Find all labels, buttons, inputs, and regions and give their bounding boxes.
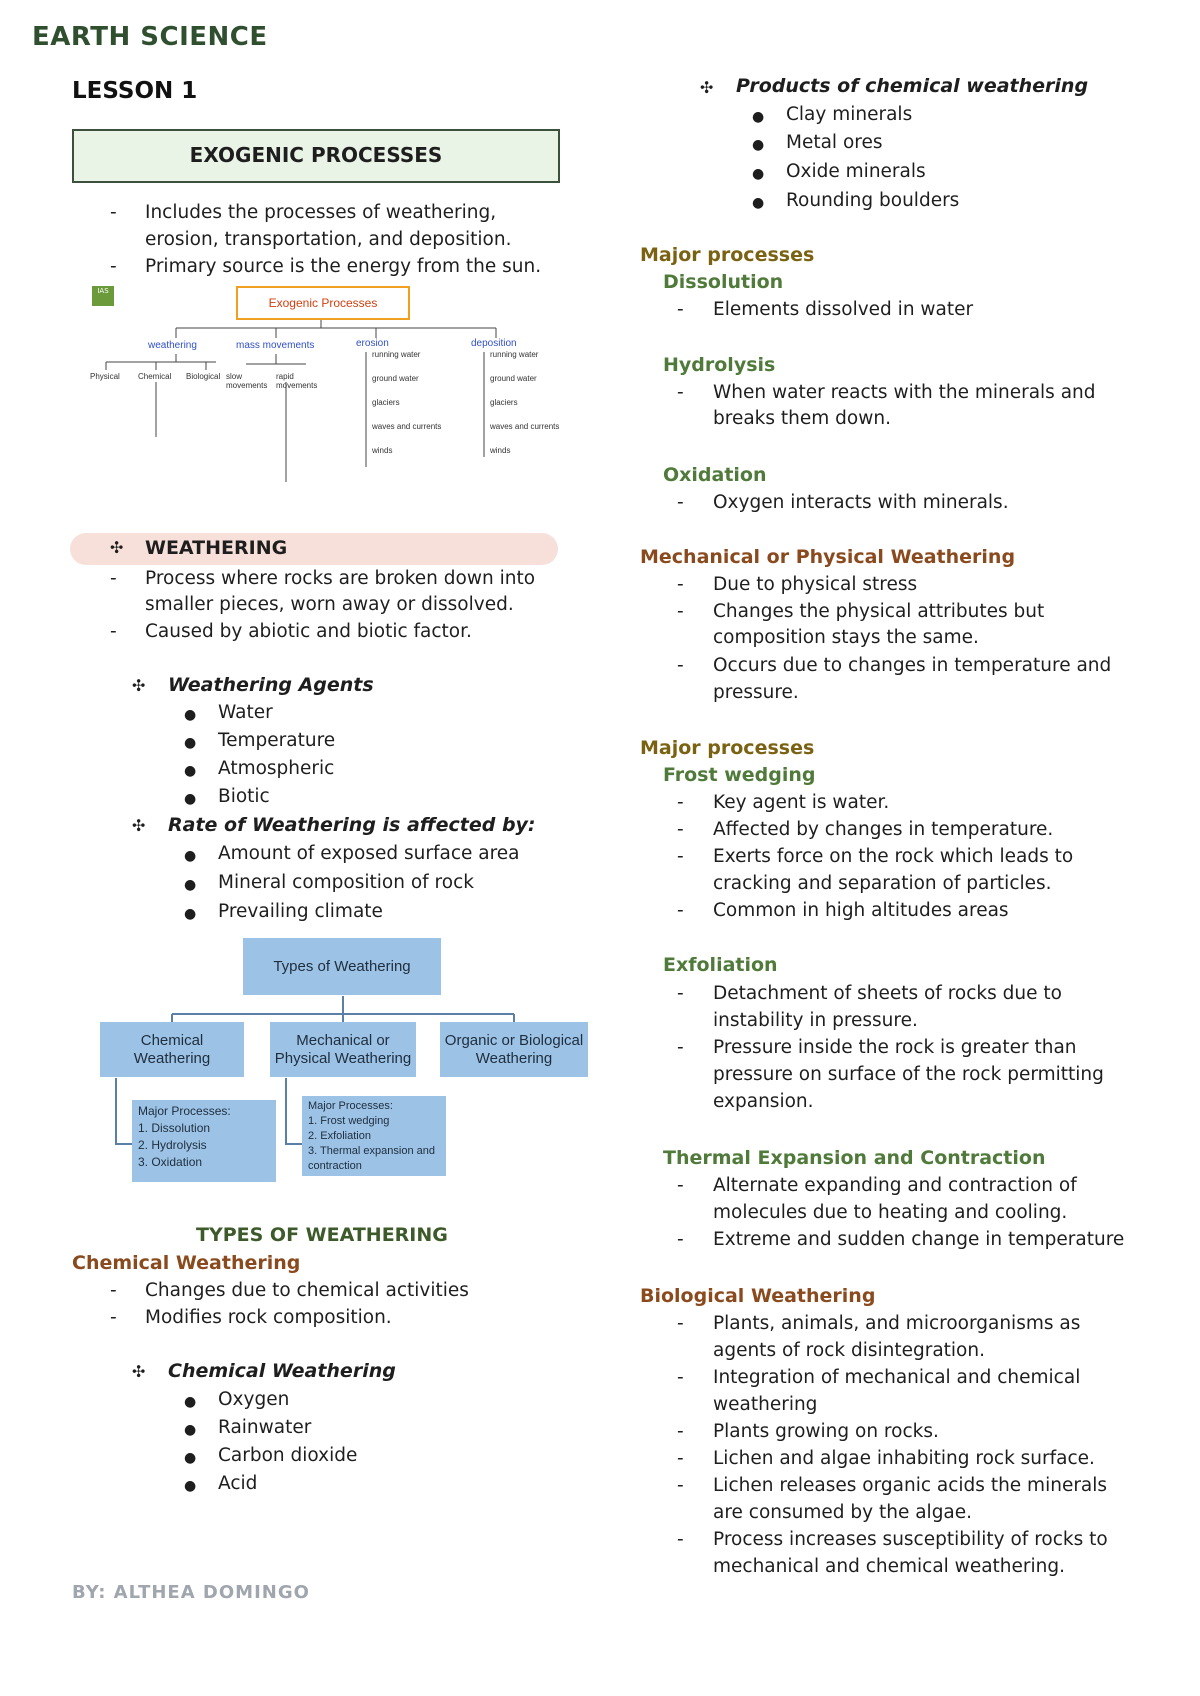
bio-point: Plants growing on rocks.: [713, 1421, 939, 1442]
star-bullet-icon: ✣: [700, 78, 714, 97]
major-processes-heading-2: Major processes: [640, 737, 815, 759]
product-item: Clay minerals: [786, 104, 913, 125]
mech-point: Changes the physical attributes but: [713, 601, 1045, 622]
frost-point: Key agent is water.: [713, 792, 890, 813]
chart-chem-processes: Major Processes: 1. Dissolution 2. Hydrolysis 3. Oxidation: [132, 1100, 276, 1182]
frost-point-cont: cracking and separation of particles.: [713, 873, 1052, 894]
star-bullet-icon: ✣: [110, 538, 124, 557]
frost-point: Common in high altitudes areas: [713, 900, 1009, 921]
exogenic-point-2: Primary source is the energy from the sun.: [145, 256, 542, 277]
sub-chemical: Chemical: [138, 372, 172, 381]
erosion-sub-5: winds: [372, 446, 393, 455]
bullet-icon: ●: [752, 137, 765, 153]
rate-heading: Rate of Weathering is affected by:: [168, 814, 536, 836]
chem-list-heading: Chemical Weathering: [168, 1360, 396, 1382]
weathering-point-1-cont: smaller pieces, worn away or dissolved.: [145, 594, 514, 615]
erosion-sub-3: glaciers: [372, 398, 400, 407]
product-item: Rounding boulders: [786, 190, 960, 211]
weathering-heading: WEATHERING: [145, 537, 288, 559]
exogenic-point-1-cont: erosion, transportation, and deposition.: [145, 229, 512, 250]
dissolution-point: Elements dissolved in water: [713, 299, 974, 320]
bullet-icon: ●: [184, 707, 197, 723]
chem-list-item: Carbon dioxide: [218, 1445, 358, 1466]
agent-item: Biotic: [218, 786, 270, 807]
sub-slow: slow movements: [226, 372, 268, 390]
star-bullet-icon: ✣: [132, 676, 146, 695]
deposition-sub-1: running water: [490, 350, 539, 359]
branch-mass-movements: mass movements: [236, 340, 315, 351]
chemical-heading: Chemical Weathering: [72, 1252, 301, 1274]
rate-item: Prevailing climate: [218, 901, 383, 922]
bio-point-cont: mechanical and chemical weathering.: [713, 1556, 1065, 1577]
chemical-point-2: Modifies rock composition.: [145, 1307, 392, 1328]
sub-rapid: rapid movements: [276, 372, 318, 390]
bullet-icon: ●: [184, 848, 197, 864]
types-chart: [96, 938, 590, 1190]
products-heading: Products of chemical weathering: [736, 75, 1089, 97]
bio-point: Plants, animals, and microorganisms as: [713, 1313, 1081, 1334]
mechanical-heading: Mechanical or Physical Weathering: [640, 546, 1016, 568]
chart-root: Types of Weathering: [243, 938, 441, 995]
oxidation-point: Oxygen interacts with minerals.: [713, 492, 1009, 513]
agent-item: Temperature: [218, 730, 336, 751]
bio-point: Lichen and algae inhabiting rock surface.: [713, 1448, 1095, 1469]
rate-item: Amount of exposed surface area: [218, 843, 520, 864]
mech-point: Occurs due to changes in temperature and: [713, 655, 1112, 676]
thermal-point-cont: molecules due to heating and cooling.: [713, 1202, 1068, 1223]
bullet-icon: ●: [752, 166, 765, 182]
bullet-icon: ●: [184, 1478, 197, 1494]
biological-heading: Biological Weathering: [640, 1285, 876, 1307]
branch-erosion: erosion: [356, 338, 389, 349]
rate-item: Mineral composition of rock: [218, 872, 474, 893]
diagram-root: Exogenic Processes: [236, 286, 410, 320]
thermal-heading: Thermal Expansion and Contraction: [663, 1147, 1046, 1169]
author-footer: BY: ALTHEA DOMINGO: [72, 1582, 310, 1603]
star-bullet-icon: ✣: [132, 1362, 146, 1381]
dissolution-heading: Dissolution: [663, 271, 784, 293]
exogenic-diagram: [86, 282, 566, 502]
exfoliation-point-cont: expansion.: [713, 1091, 814, 1112]
erosion-sub-4: waves and currents: [372, 422, 442, 431]
frost-point: Affected by changes in temperature.: [713, 819, 1054, 840]
chemical-point-1: Changes due to chemical activities: [145, 1280, 469, 1301]
bio-point: Process increases susceptibility of rocks to: [713, 1529, 1108, 1550]
frost-heading: Frost wedging: [663, 764, 816, 786]
sub-biological: Biological: [186, 372, 221, 381]
mech-point-cont: composition stays the same.: [713, 627, 979, 648]
branch-deposition: deposition: [471, 338, 517, 349]
chem-list-item: Rainwater: [218, 1417, 312, 1438]
types-heading: TYPES OF WEATHERING: [196, 1224, 448, 1246]
bio-point: Integration of mechanical and chemical: [713, 1367, 1081, 1388]
bullet-icon: ●: [184, 877, 197, 893]
page-title: EARTH SCIENCE: [32, 22, 268, 52]
oxidation-heading: Oxidation: [663, 464, 767, 486]
exogenic-point-1: Includes the processes of weathering,: [145, 202, 497, 223]
chart-chemical: Chemical Weathering: [100, 1022, 244, 1077]
bio-point-cont: are consumed by the algae.: [713, 1502, 973, 1523]
logo-icon: IAS: [92, 286, 114, 306]
bullet-icon: ●: [184, 791, 197, 807]
hydrolysis-point-cont: breaks them down.: [713, 408, 891, 429]
chem-list-item: Acid: [218, 1473, 258, 1494]
mech-point: Due to physical stress: [713, 574, 918, 595]
chart-organic: Organic or Biological Weathering: [440, 1022, 588, 1077]
thermal-point: Alternate expanding and contraction of: [713, 1175, 1077, 1196]
exfoliation-heading: Exfoliation: [663, 954, 778, 976]
bullet-icon: ●: [752, 195, 765, 211]
weathering-point-1: Process where rocks are broken down into: [145, 568, 536, 589]
bullet-icon: ●: [184, 763, 197, 779]
deposition-sub-4: waves and currents: [490, 422, 560, 431]
weathering-point-2: Caused by abiotic and biotic factor.: [145, 621, 472, 642]
exfoliation-point: Pressure inside the rock is greater than: [713, 1037, 1077, 1058]
exfoliation-point: Detachment of sheets of rocks due to: [713, 983, 1062, 1004]
bio-point: Lichen releases organic acids the minerals: [713, 1475, 1108, 1496]
bio-point-cont: weathering: [713, 1394, 818, 1415]
deposition-sub-2: ground water: [490, 374, 537, 383]
agent-item: Atmospheric: [218, 758, 335, 779]
bullet-icon: ●: [184, 1394, 197, 1410]
bullet-icon: ●: [184, 735, 197, 751]
deposition-sub-3: glaciers: [490, 398, 518, 407]
bullet-icon: ●: [184, 906, 197, 922]
hydrolysis-point: When water reacts with the minerals and: [713, 382, 1096, 403]
chart-mech-processes: Major Processes: 1. Frost wedging 2. Exfoliation 3. Thermal expansion and contraction: [302, 1096, 446, 1176]
product-item: Metal ores: [786, 132, 883, 153]
deposition-sub-5: winds: [490, 446, 511, 455]
hydrolysis-heading: Hydrolysis: [663, 354, 776, 376]
lesson-label: LESSON 1: [72, 78, 198, 104]
chart-mechanical: Mechanical or Physical Weathering: [270, 1022, 416, 1077]
sub-physical: Physical: [90, 372, 120, 381]
star-bullet-icon: ✣: [132, 816, 146, 835]
bullet-icon: ●: [184, 1450, 197, 1466]
agents-heading: Weathering Agents: [168, 674, 374, 696]
exfoliation-point-cont: instability in pressure.: [713, 1010, 918, 1031]
frost-point: Exerts force on the rock which leads to: [713, 846, 1074, 867]
thermal-point: Extreme and sudden change in temperature: [713, 1229, 1125, 1250]
diagram-lines: [86, 282, 566, 502]
agent-item: Water: [218, 702, 273, 723]
bullet-icon: ●: [752, 109, 765, 125]
erosion-sub-2: ground water: [372, 374, 419, 383]
exogenic-title-box: EXOGENIC PROCESSES: [72, 129, 560, 183]
mech-point-cont: pressure.: [713, 682, 799, 703]
bio-point-cont: agents of rock disintegration.: [713, 1340, 985, 1361]
erosion-sub-1: running water: [372, 350, 421, 359]
exfoliation-point-cont: pressure on surface of the rock permitting: [713, 1064, 1104, 1085]
bullet-icon: ●: [184, 1422, 197, 1438]
weathering-highlight: [70, 533, 558, 565]
branch-weathering: weathering: [148, 340, 197, 351]
major-processes-heading: Major processes: [640, 244, 815, 266]
product-item: Oxide minerals: [786, 161, 926, 182]
chem-list-item: Oxygen: [218, 1389, 290, 1410]
